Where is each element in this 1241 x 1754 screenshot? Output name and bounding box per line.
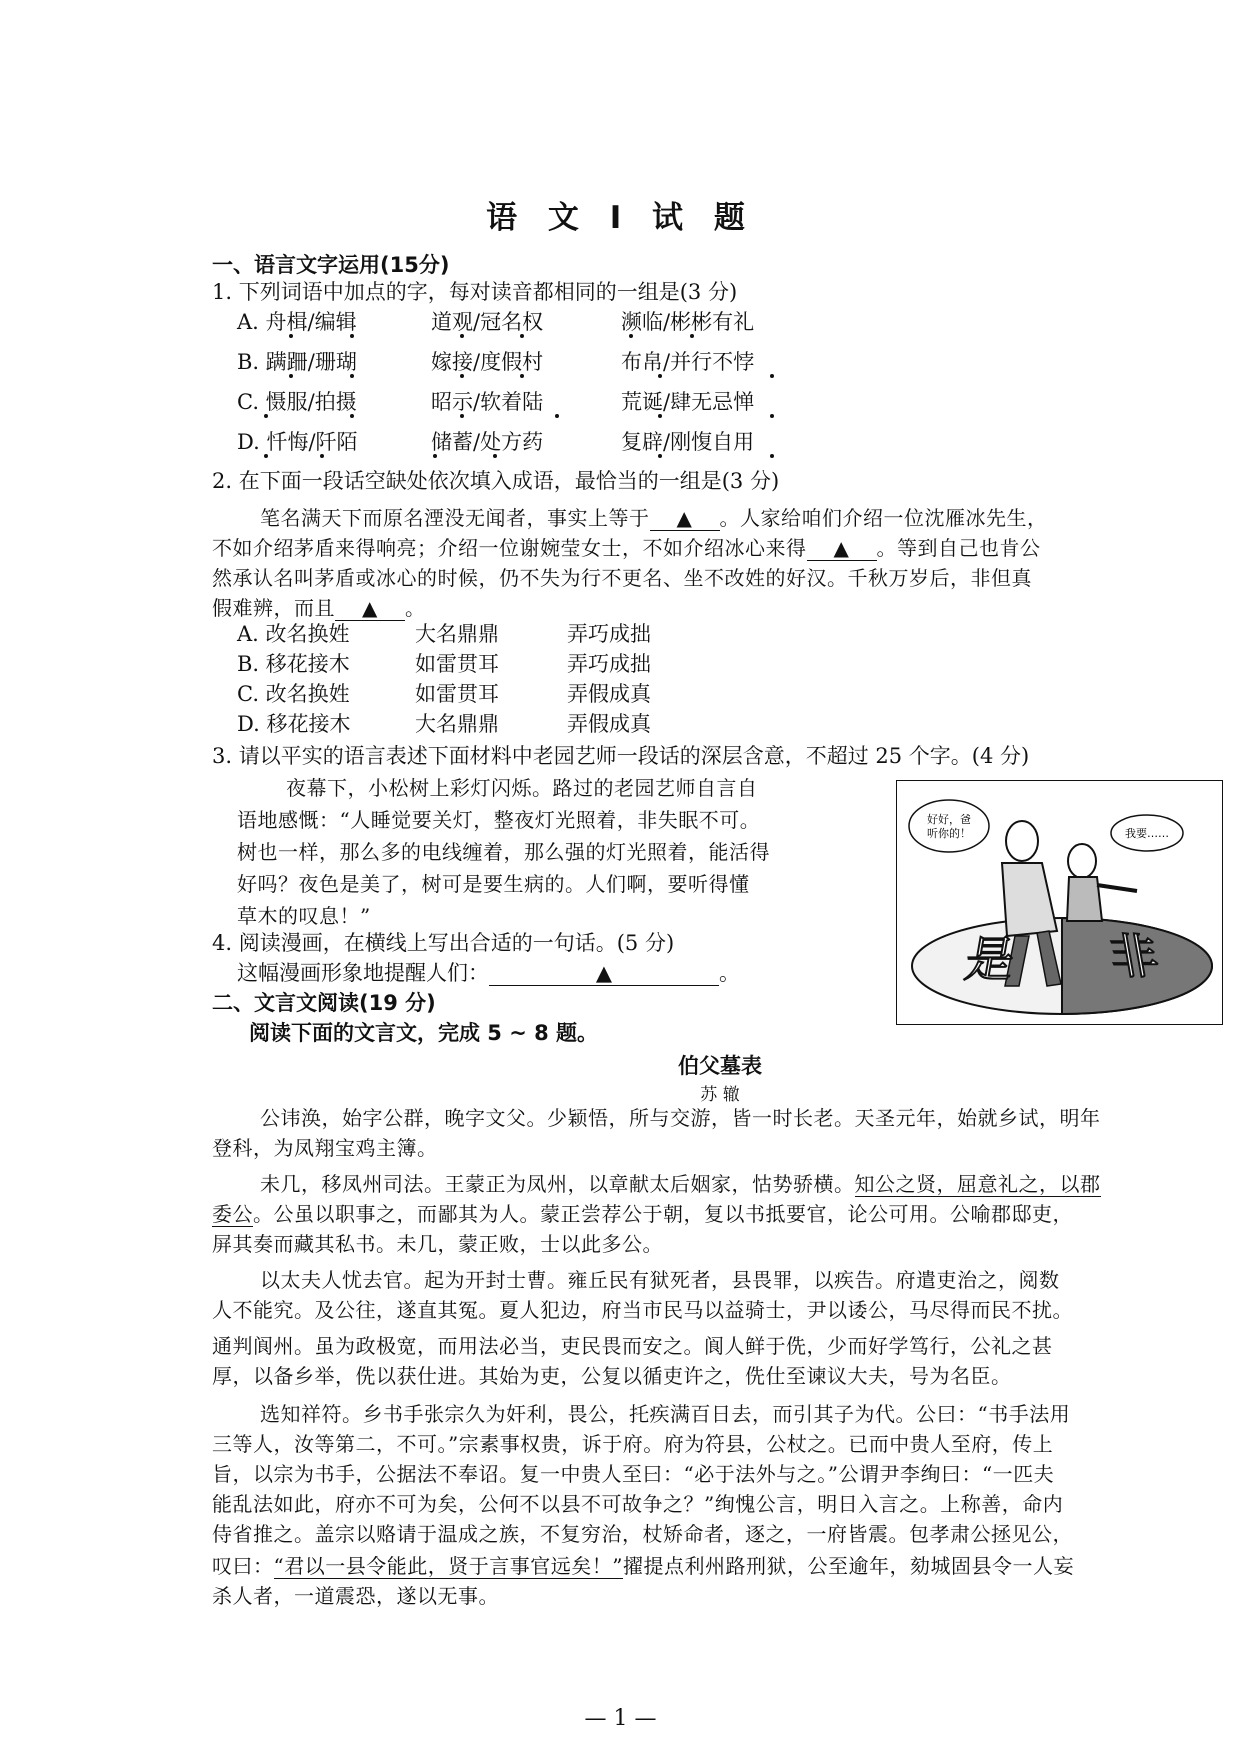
q2-option-c-3: 弄假成真 <box>567 682 651 706</box>
q2-passage-line3: 然承认名叫茅盾或冰心的时候，仍不失为行不更名、坐不改姓的好汉。千秋万岁后，非但真 <box>212 566 1032 590</box>
essay-line-9: 厚，以备乡举，侁以获仕进。其始为吏，公复以循吏许之，侁仕至谏议大夫，号为名臣。 <box>212 1364 1012 1388</box>
essay-line-4: 委公。公虽以职事之，而鄙其为人。蒙正尝荐公于朝，复以书抵要官，论公可用。公喻郡邸吏， <box>212 1202 1073 1226</box>
essay-line-10: 选知祥符。乡书手张宗久为奸利，畏公，托疾满百日去，而引其子为代。公曰：“书手法用 <box>260 1402 1071 1426</box>
q2-option-a-1: A. 改名换姓 <box>237 622 350 646</box>
cartoon-drawing <box>897 781 1222 1024</box>
essay-line-15: 叹曰：“君以一县令能此，贤于言事官远矣！”擢提点利州路刑狱，公至逾年，劾城固县令一人妄 <box>212 1554 1074 1578</box>
essay-line-6: 以太夫人忧去官。起为开封士曹。雍丘民有狱死者，县畏罪，以疾告。府遣吏治之，阅数 <box>260 1268 1060 1292</box>
underlined-sentence-1b: 委公 <box>212 1202 253 1226</box>
essay-line-3: 未几，移凤州司法。王蒙正为凤州，以章献太后姻家，怙势骄横。知公之贤，屈意礼之，以郡 <box>260 1172 1101 1196</box>
q1-option-b-2: 嫁接/度假村 <box>431 350 544 374</box>
essay-line-2: 登科，为凤翔宝鸡主簿。 <box>212 1136 438 1160</box>
q1-option-d-2: 储蓄/处方药 <box>431 430 544 454</box>
q3-passage-line5: 草木的叹息！” <box>237 904 371 928</box>
essay-line-12: 旨，以宗为书手，公据法不奉诏。复一中贵人至曰：“必于法外与之。”公谓尹李绚曰：“一匹夫 <box>212 1462 1055 1486</box>
essay-line-16: 杀人者，一道震恐，遂以无事。 <box>212 1584 499 1608</box>
q3-passage-line2: 语地感慨：“人睡觉要关灯，整夜灯光照着，非失眠不可。 <box>237 808 761 832</box>
q4-answer-blank[interactable]: ▲ <box>489 961 719 986</box>
q1-option-b-3: 布帛/并行不悖 <box>621 350 755 374</box>
q4-answer-line: 这幅漫画形象地提醒人们： ▲ 。 <box>237 961 740 985</box>
page-number: — 1 — <box>584 1706 657 1731</box>
q2-option-d-2: 大名鼎鼎 <box>415 712 499 736</box>
underlined-sentence-2: “君以一县令能此，贤于言事官远矣！” <box>273 1554 623 1578</box>
cartoon-word-right: 非 <box>1105 929 1164 985</box>
q3-passage-line4: 好吗？夜色是美了，树可是要生病的。人们啊，要听得懂 <box>237 872 750 896</box>
q3-passage-line3: 树也一样，那么多的电线缠着，那么强的灯光照着，能活得 <box>237 840 770 864</box>
q1-option-a-3: 濒临/彬彬有礼 <box>621 310 755 334</box>
section2-instruction: 阅读下面的文言文，完成 5 ~ 8 题。 <box>249 1021 599 1045</box>
q1-stem: 1. 下列词语中加点的字，每对读音都相同的一组是(3 分) <box>212 280 738 304</box>
q3-stem: 3. 请以平实的语言表述下面材料中老园艺师一段话的深层含意，不超过 25 个字。(4 分) <box>212 744 1030 768</box>
q1-option-d-1: D. 忏悔/阡陌 <box>237 430 358 454</box>
essay-author: 苏 辙 <box>700 1085 740 1105</box>
q2-passage-line1: 笔名满天下而原名湮没无闻者，事实上等于 ▲ 。人家给咱们介绍一位沈雁冰先生， <box>260 506 1048 530</box>
q2-option-c-1: C. 改名换姓 <box>237 682 350 706</box>
q1-option-d-3: 复辟/刚愎自用 <box>621 430 755 454</box>
section2-heading: 二、文言文阅读(19 分) <box>212 991 436 1015</box>
essay-line-14: 侍省推之。盖宗以赂请于温成之族，不复穷治，杖矫命者，逐之，一府皆震。包孝肃公拯见公， <box>212 1522 1073 1546</box>
cartoon-bubble-left-line2: 听你的！ <box>927 827 971 840</box>
essay-line-11: 三等人，汝等第二，不可。”宗素事权贵，诉于府。府为符县，公杖之。已而中贵人至府，传上 <box>212 1432 1054 1456</box>
q2-passage-line2: 不如介绍茅盾来得响亮；介绍一位谢婉莹女士，不如介绍冰心来得 ▲ 。等到自己也肯公 <box>212 536 1041 560</box>
cartoon-bubble-right: 我要…… <box>1125 827 1169 840</box>
q1-option-a-1: A. 舟楫/编辑 <box>237 310 357 334</box>
section1-heading: 一、语言文字运用(15分) <box>212 253 450 277</box>
q4-stem: 4. 阅读漫画，在横线上写出合适的一句话。(5 分) <box>212 931 675 955</box>
q2-option-c-2: 如雷贯耳 <box>415 682 499 706</box>
q3-passage-line1: 夜幕下，小松树上彩灯闪烁。路过的老园艺师自言自 <box>286 776 758 800</box>
q1-option-a-2: 道观/冠名权 <box>431 310 544 334</box>
q2-stem: 2. 在下面一段话空缺处依次填入成语，最恰当的一组是(3 分) <box>212 469 780 493</box>
q2-blank-3[interactable]: ▲ <box>335 596 405 621</box>
q2-option-d-1: D. 移花接木 <box>237 712 351 736</box>
cartoon-word-left: 是 <box>960 932 1019 988</box>
q2-option-a-2: 大名鼎鼎 <box>415 622 499 646</box>
cartoon-image <box>896 780 1223 1025</box>
cartoon-bubble-left-line1: 好好，爸 <box>927 813 971 826</box>
q2-option-a-3: 弄巧成拙 <box>567 622 651 646</box>
essay-line-1: 公讳涣，始字公群，晚字文父。少颖悟，所与交游，皆一时长老。天圣元年，始就乡试，明年 <box>260 1106 1101 1130</box>
q2-option-b-3: 弄巧成拙 <box>567 652 651 676</box>
q1-option-c-3: 荒诞/肆无忌惮 <box>621 390 755 414</box>
q1-option-c-1: C. 慑服/拍摄 <box>237 390 357 414</box>
q2-option-b-1: B. 移花接木 <box>237 652 350 676</box>
essay-line-13: 能乱法如此，府亦不可为矣，公何不以县不可故争之？”绚愧公言，明日入言之。上称善，命内 <box>212 1492 1064 1516</box>
q2-option-d-3: 弄假成真 <box>567 712 651 736</box>
q1-option-b-1: B. 蹒跚/珊瑚 <box>237 350 357 374</box>
page-title: 语 文 Ⅰ 试 题 <box>486 200 755 236</box>
essay-line-7: 人不能究。及公往，遂直其冤。夏人犯边，府当市民马以益骑士，尹以诿公，马尽得而民不扰。 <box>212 1298 1073 1322</box>
q2-blank-2[interactable]: ▲ <box>807 536 877 561</box>
q2-passage-line4: 假难辨，而且 ▲ 。 <box>212 596 426 620</box>
q2-blank-1[interactable]: ▲ <box>650 506 720 531</box>
underlined-sentence-1a: 知公之贤，屈意礼之，以郡 <box>854 1172 1101 1196</box>
essay-title: 伯父墓表 <box>678 1054 762 1078</box>
essay-line-8: 通判阆州。虽为政极宽，而用法必当，吏民畏而安之。阆人鲜于侁，少而好学笃行，公礼之甚 <box>212 1334 1053 1358</box>
q2-option-b-2: 如雷贯耳 <box>415 652 499 676</box>
q1-option-c-2: 昭示/软着陆 <box>431 390 544 414</box>
essay-line-5: 屏其奏而藏其私书。未几，蒙正败，士以此多公。 <box>212 1232 663 1256</box>
